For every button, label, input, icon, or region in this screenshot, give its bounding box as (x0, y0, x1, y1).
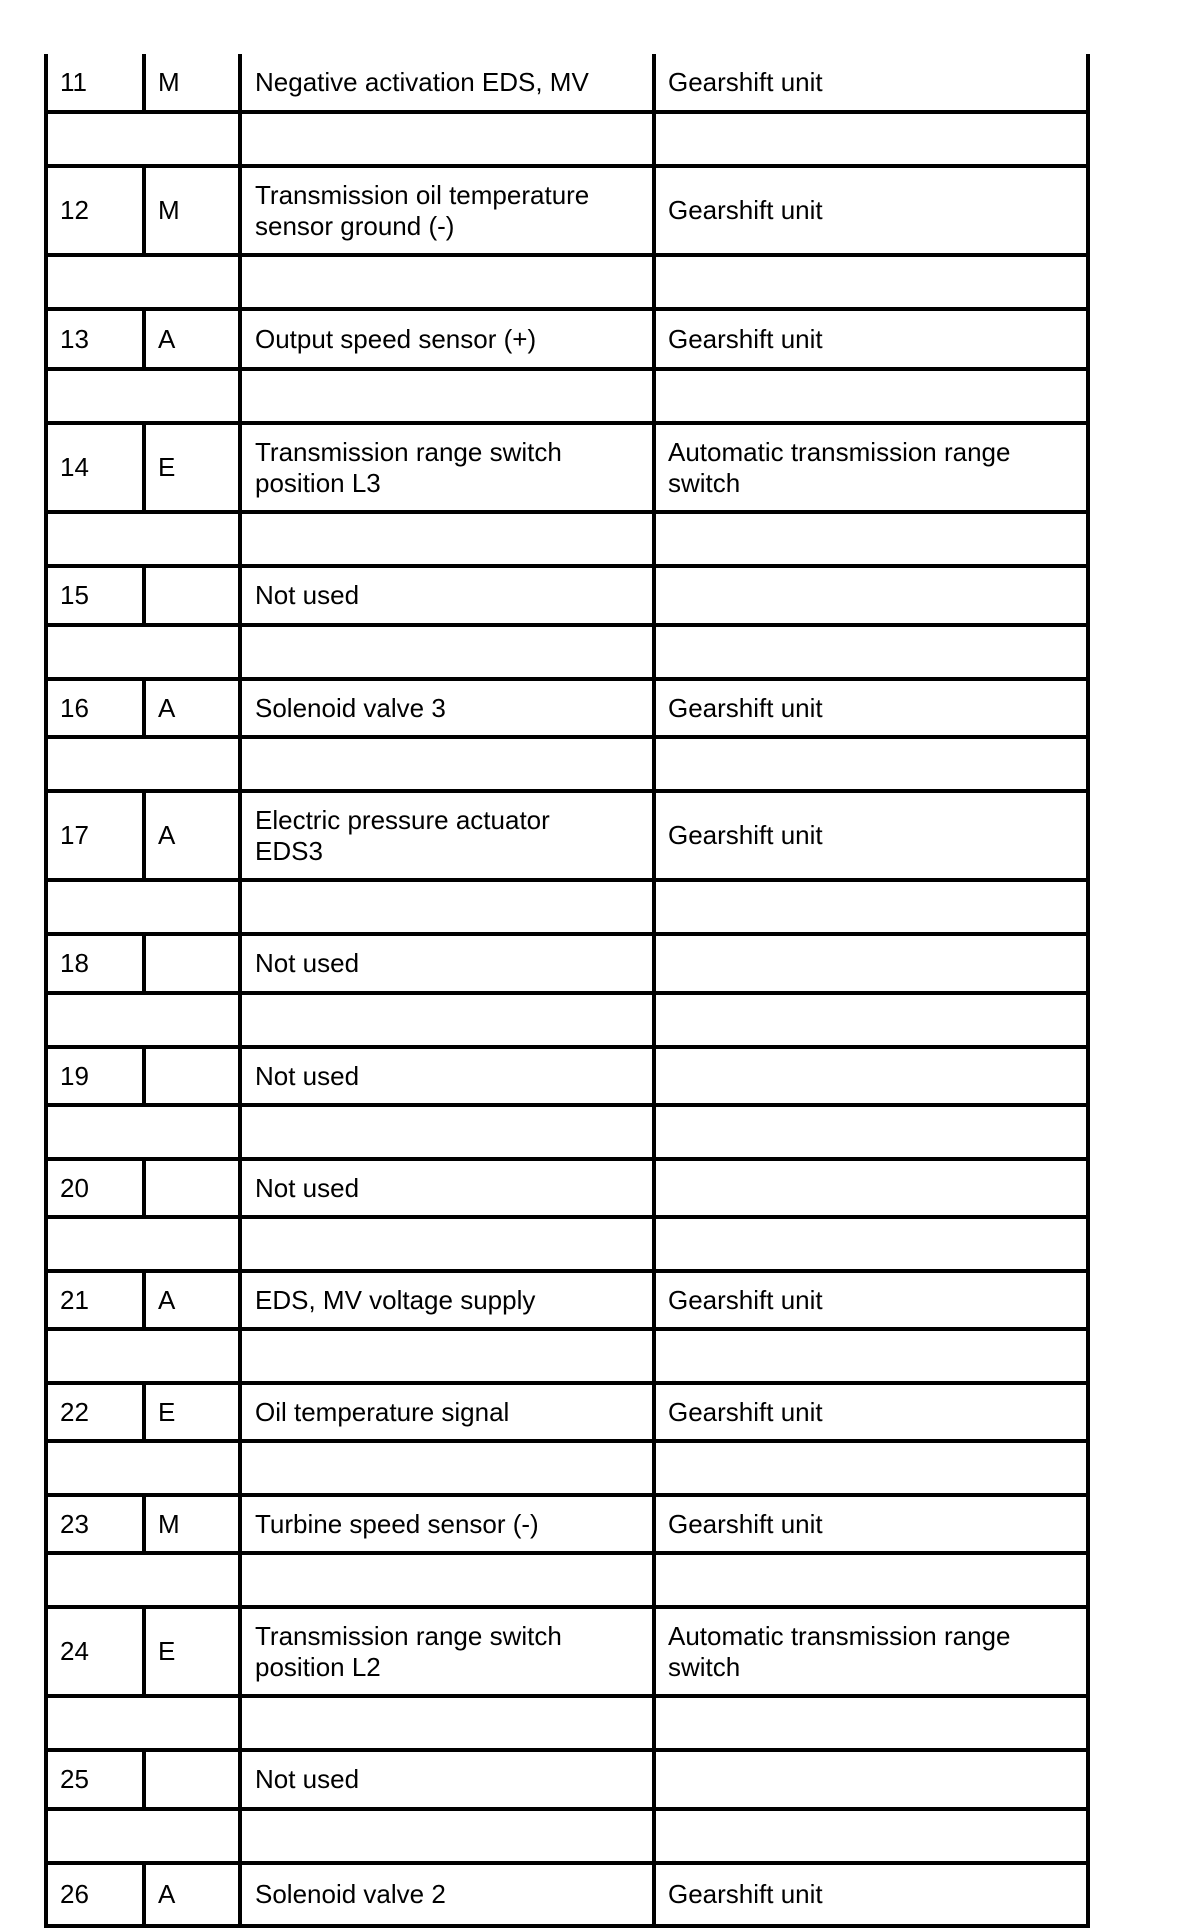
signal-type: A (142, 1865, 238, 1924)
spacer-cell (652, 1811, 1086, 1861)
connects-to: Gearshift unit (652, 311, 1086, 367)
spacer-cell (238, 1443, 652, 1493)
spacer-row (48, 257, 1086, 311)
spacer-cell (238, 514, 652, 564)
spacer-cell (652, 995, 1086, 1045)
spacer-cell (48, 514, 238, 564)
spacer-cell (238, 1811, 652, 1861)
spacer-cell (652, 371, 1086, 421)
connects-to: Gearshift unit (652, 1385, 1086, 1439)
spacer-cell (48, 1698, 238, 1748)
spacer-cell (652, 514, 1086, 564)
table-row (48, 1752, 1086, 1811)
spacer-cell (652, 627, 1086, 677)
spacer-row (48, 114, 1086, 168)
table-row (48, 1273, 1086, 1331)
spacer-cell (48, 627, 238, 677)
connects-to (652, 1049, 1086, 1103)
connects-to: Gearshift unit (652, 1273, 1086, 1327)
spacer-row (48, 882, 1086, 936)
spacer-cell (652, 257, 1086, 307)
spacer-cell (48, 1331, 238, 1381)
spacer-row (48, 1219, 1086, 1273)
signal-description: Negative activation EDS, MV (238, 54, 652, 110)
signal-type (142, 1752, 238, 1807)
table-row (48, 1385, 1086, 1443)
spacer-cell (238, 1331, 652, 1381)
signal-description: Oil temperature signal (238, 1385, 652, 1439)
spacer-cell (238, 1107, 652, 1157)
pin-number: 12 (60, 195, 89, 225)
spacer-cell (652, 1107, 1086, 1157)
signal-description: Transmission oil temperature sensor ground (-) (238, 168, 652, 253)
signal-type: A (142, 1273, 238, 1327)
spacer-cell (238, 1698, 652, 1748)
connects-to (652, 1752, 1086, 1807)
table-row (48, 568, 1086, 627)
table-row (48, 168, 1086, 257)
signal-type (142, 1161, 238, 1215)
table-row (48, 1161, 1086, 1219)
spacer-cell (48, 114, 238, 164)
table-row (48, 425, 1086, 514)
pinout-table (44, 54, 1090, 1928)
signal-description: Transmission range switch position L2 (238, 1609, 652, 1694)
spacer-cell (48, 1107, 238, 1157)
table-row (48, 1865, 1086, 1928)
spacer-row (48, 1107, 1086, 1161)
spacer-cell (238, 739, 652, 789)
spacer-cell (238, 1219, 652, 1269)
signal-type: E (142, 1385, 238, 1439)
connects-to (652, 936, 1086, 991)
pin-number: 26 (60, 1879, 89, 1909)
signal-description: Solenoid valve 3 (238, 681, 652, 735)
signal-type: M (142, 1497, 238, 1551)
signal-description: Transmission range switch position L3 (238, 425, 652, 510)
pin-number: 14 (60, 452, 89, 482)
spacer-cell (48, 371, 238, 421)
signal-type (142, 1049, 238, 1103)
connects-to: Gearshift unit (652, 1865, 1086, 1924)
signal-type (142, 568, 238, 623)
pin-number: 17 (60, 820, 89, 850)
spacer-cell (652, 1331, 1086, 1381)
pin-number: 21 (60, 1284, 89, 1315)
spacer-cell (652, 1698, 1086, 1748)
connects-to (652, 568, 1086, 623)
spacer-row (48, 627, 1086, 681)
table-row (48, 681, 1086, 739)
spacer-cell (652, 882, 1086, 932)
signal-type: E (142, 1609, 238, 1694)
signal-type (142, 936, 238, 991)
connects-to: Gearshift unit (652, 793, 1086, 878)
connects-to: Gearshift unit (652, 1497, 1086, 1551)
signal-description: EDS, MV voltage supply (238, 1273, 652, 1327)
spacer-cell (652, 739, 1086, 789)
signal-description: Not used (238, 1161, 652, 1215)
pin-number: 23 (60, 1508, 89, 1539)
signal-description: Not used (238, 568, 652, 623)
pin-number: 20 (60, 1172, 89, 1203)
table-row (48, 54, 1086, 114)
table-row (48, 1049, 1086, 1107)
signal-type: E (142, 425, 238, 510)
spacer-cell (652, 1219, 1086, 1269)
spacer-cell (238, 1555, 652, 1605)
spacer-row (48, 514, 1086, 568)
table-row (48, 1497, 1086, 1555)
spacer-cell (238, 882, 652, 932)
spacer-cell (238, 995, 652, 1045)
spacer-cell (238, 627, 652, 677)
signal-type: A (142, 793, 238, 878)
spacer-cell (238, 371, 652, 421)
connects-to: Gearshift unit (652, 168, 1086, 253)
signal-description: Output speed sensor (+) (238, 311, 652, 367)
spacer-cell (652, 114, 1086, 164)
signal-description: Turbine speed sensor (-) (238, 1497, 652, 1551)
spacer-row (48, 739, 1086, 793)
spacer-cell (48, 739, 238, 789)
signal-type: A (142, 311, 238, 367)
signal-description: Electric pressure actuator EDS3 (238, 793, 652, 878)
spacer-cell (48, 882, 238, 932)
spacer-cell (48, 1811, 238, 1861)
table-row (48, 1609, 1086, 1698)
pin-number: 16 (60, 692, 89, 723)
spacer-row (48, 1555, 1086, 1609)
pin-number: 22 (60, 1396, 89, 1427)
signal-description: Not used (238, 1752, 652, 1807)
signal-description: Not used (238, 1049, 652, 1103)
spacer-row (48, 371, 1086, 425)
signal-type: A (142, 681, 238, 735)
connects-to (652, 1161, 1086, 1215)
pin-number: 19 (60, 1060, 89, 1091)
spacer-cell (48, 995, 238, 1045)
pin-number: 18 (60, 948, 89, 978)
spacer-cell (48, 257, 238, 307)
spacer-cell (238, 257, 652, 307)
table-row (48, 311, 1086, 371)
spacer-cell (652, 1555, 1086, 1605)
connects-to: Gearshift unit (652, 54, 1086, 110)
pin-number: 24 (60, 1636, 89, 1666)
connects-to: Gearshift unit (652, 681, 1086, 735)
spacer-cell (48, 1555, 238, 1605)
signal-description: Solenoid valve 2 (238, 1865, 652, 1924)
spacer-row (48, 1443, 1086, 1497)
table-row (48, 793, 1086, 882)
pin-number: 15 (60, 580, 89, 610)
spacer-cell (238, 114, 652, 164)
connects-to: Automatic transmission range switch (652, 1609, 1086, 1694)
pin-number: 25 (60, 1764, 89, 1794)
signal-description: Not used (238, 936, 652, 991)
pin-number: 11 (60, 66, 87, 97)
spacer-cell (48, 1443, 238, 1493)
connects-to: Automatic transmission range switch (652, 425, 1086, 510)
pin-number: 13 (60, 323, 89, 354)
spacer-row (48, 1811, 1086, 1865)
spacer-cell (652, 1443, 1086, 1493)
spacer-row (48, 995, 1086, 1049)
spacer-row (48, 1331, 1086, 1385)
table-row (48, 936, 1086, 995)
spacer-row (48, 1698, 1086, 1752)
spacer-cell (48, 1219, 238, 1269)
signal-type: M (142, 168, 238, 253)
signal-type: M (142, 54, 238, 110)
